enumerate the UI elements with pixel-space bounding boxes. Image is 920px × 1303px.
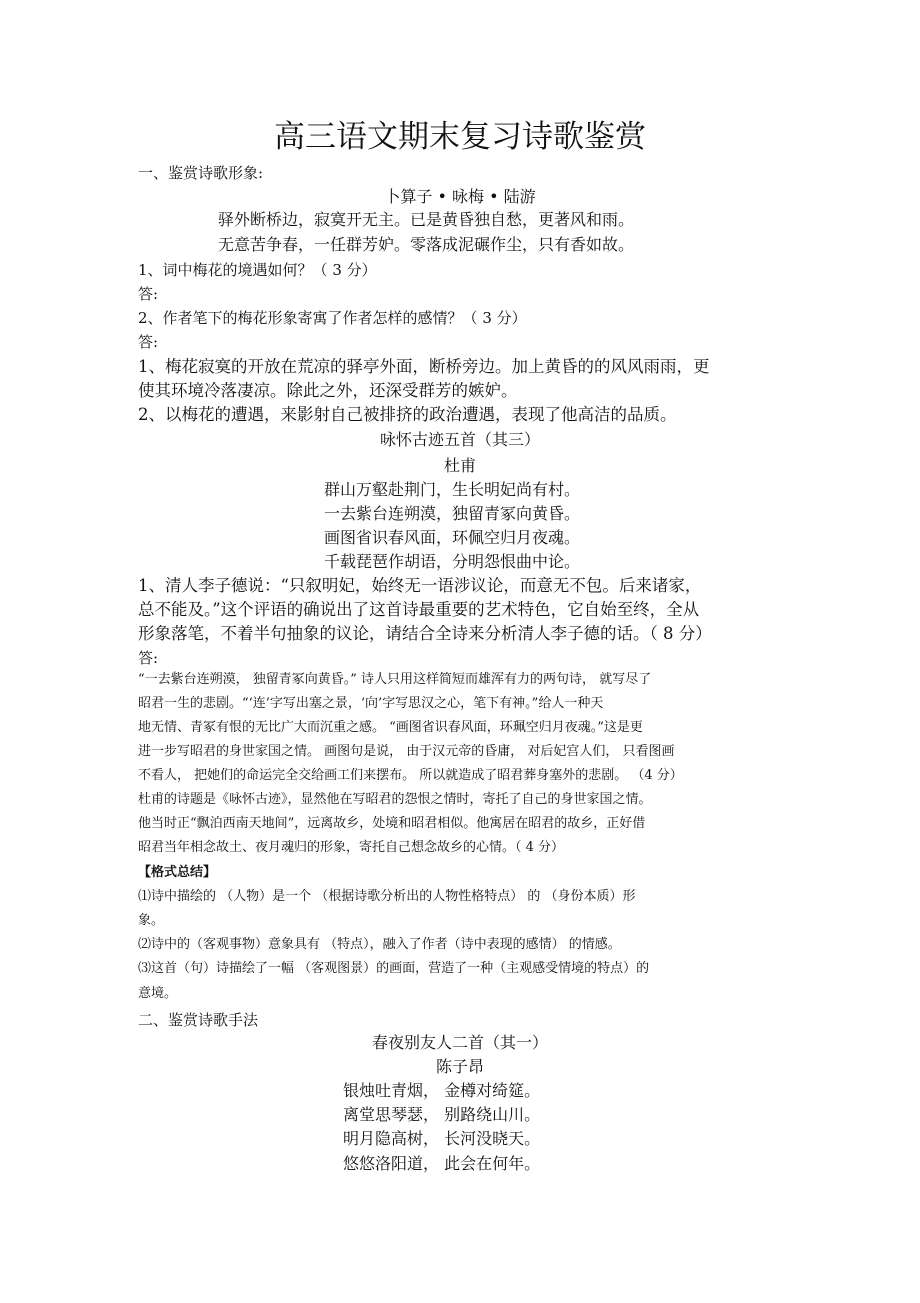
answer-3-line: 他当时正“飘泊西南天地间”，远离故乡，处境和昭君相似。他寓居在昭君的故乡，正好借 bbox=[138, 816, 646, 831]
poem-2-line: 画图省识春风面，环佩空归月夜魂。 bbox=[324, 528, 581, 547]
poem-1-title: 卜算子 • 咏梅 • 陆游 bbox=[384, 187, 536, 206]
answer-3-line: 不看人， 把她们的命运完全交给画工们来摆布。 所以就造成了昭君葬身塞外的悲剧。 （4 分） bbox=[138, 768, 683, 783]
answer-3-line: 杜甫的诗题是《咏怀古迹》，显然他在写昭君的怨恨之情时，寄托了自己的身世家国之情。 bbox=[138, 792, 652, 807]
answer-2-label: 答: bbox=[138, 333, 159, 351]
poem-2-line: 群山万壑赴荆门，生长明妃尚有村。 bbox=[324, 480, 581, 499]
format-summary-heading: 【格式总结】 bbox=[138, 865, 217, 880]
poem-1-line: 驿外断桥边，寂寞开无主。已是黄昏独自愁，更著风和雨。 bbox=[218, 210, 635, 229]
answer-3-line: 昭君当年相念故土、夜月魂归的形象，寄托自己想念故乡的心情。（ 4 分） bbox=[138, 840, 565, 855]
answer-3-line: 地无情、青冢有恨的无比广大而沉重之感。 “画图省识春风面，环珮空归月夜魂。”这是更 bbox=[138, 720, 643, 735]
answer-text-line: 1、梅花寂寞的开放在荒凉的驿亭外面，断桥旁边。加上黄昏的的风风雨雨，更 bbox=[138, 357, 710, 376]
poem-2-title: 咏怀古迹五首（其三） bbox=[379, 430, 540, 449]
poem-3-line: 悠悠洛阳道， 此会在何年。 bbox=[343, 1154, 541, 1173]
section-1-heading: 一、鉴赏诗歌形象: bbox=[138, 164, 264, 182]
section-2-heading: 二、鉴赏诗歌手法 bbox=[138, 1011, 259, 1029]
question-2: 2、作者笔下的梅花形象寄寓了作者怎样的感情？（ 3 分） bbox=[138, 309, 527, 327]
poem-2-line: 千载琵琶作胡语，分明怨恨曲中论。 bbox=[324, 552, 581, 571]
poem-3-line: 明月隐高树， 长河没晓天。 bbox=[343, 1129, 541, 1148]
poem-3-line: 银烛吐青烟， 金樽对绮筵。 bbox=[343, 1081, 541, 1100]
question-3-line: 形象落笔，不着半句抽象的议论，请结合全诗来分析清人李子德的话。（ 8 分） bbox=[138, 624, 712, 643]
format-line: ⑶这首（句）诗描绘了一幅 （客观图景）的画面，营造了一种（主观感受情境的特点）的 bbox=[138, 961, 650, 976]
poem-2-author: 杜甫 bbox=[443, 456, 476, 475]
question-3-line: 总不能及。”这个评语的确说出了这首诗最重要的艺术特色，它自始至终，全从 bbox=[138, 600, 700, 619]
poem-2-line: 一去紫台连朔漠，独留青冢向黄昏。 bbox=[324, 504, 581, 523]
question-1: 1、词中梅花的境遇如何？（ 3 分） bbox=[138, 261, 377, 279]
answer-3-line: “一去紫台连朔漠， 独留青冢向黄昏。” 诗人只用这样简短而雄浑有力的两句诗， 就写尽了 bbox=[138, 672, 652, 687]
answer-3-line: 进一步写昭君的身世家国之情。 画图句是说， 由于汉元帝的昏庸， 对后妃宫人们， 只看图画 bbox=[138, 744, 675, 759]
answer-1-label: 答: bbox=[138, 285, 159, 303]
answer-3-label: 答: bbox=[138, 649, 159, 667]
format-line: 意境。 bbox=[138, 986, 178, 1001]
page-title: 高三语文期末复习诗歌鉴赏 bbox=[274, 119, 646, 155]
poem-3-line: 离堂思琴瑟， 别路绕山川。 bbox=[343, 1105, 541, 1124]
answer-text-line: 2、以梅花的遭遇，来影射自己被排挤的政治遭遇，表现了他高洁的品质。 bbox=[138, 405, 677, 424]
answer-text-line: 使其环境冷落凄凉。除此之外，还深受群芳的嫉妒。 bbox=[138, 381, 518, 400]
format-line: 象。 bbox=[138, 913, 165, 928]
poem-3-author: 陈子昂 bbox=[435, 1057, 484, 1076]
poem-3-title: 春夜别友人二首（其一） bbox=[371, 1033, 548, 1052]
answer-3-line: 昭君一生的悲剧。“‘连’字写出塞之景，‘向’字写思汉之心，笔下有神。”给人一种天 bbox=[138, 696, 604, 711]
question-3-line: 1、清人李子德说：“只叙明妃，始终无一语涉议论，而意无不包。后来诸家， bbox=[138, 576, 702, 595]
poem-1-line: 无意苦争春，一任群芳妒。零落成泥碾作尘，只有香如故。 bbox=[218, 235, 635, 254]
format-line: ⑵诗中的（客观事物）意象具有 （特点），融入了作者（诗中表现的感情） 的情感。 bbox=[138, 937, 621, 952]
format-line: ⑴诗中描绘的 （人物）是一个 （根据诗歌分析出的人物性格特点） 的 （身份本质）形 bbox=[138, 889, 636, 904]
